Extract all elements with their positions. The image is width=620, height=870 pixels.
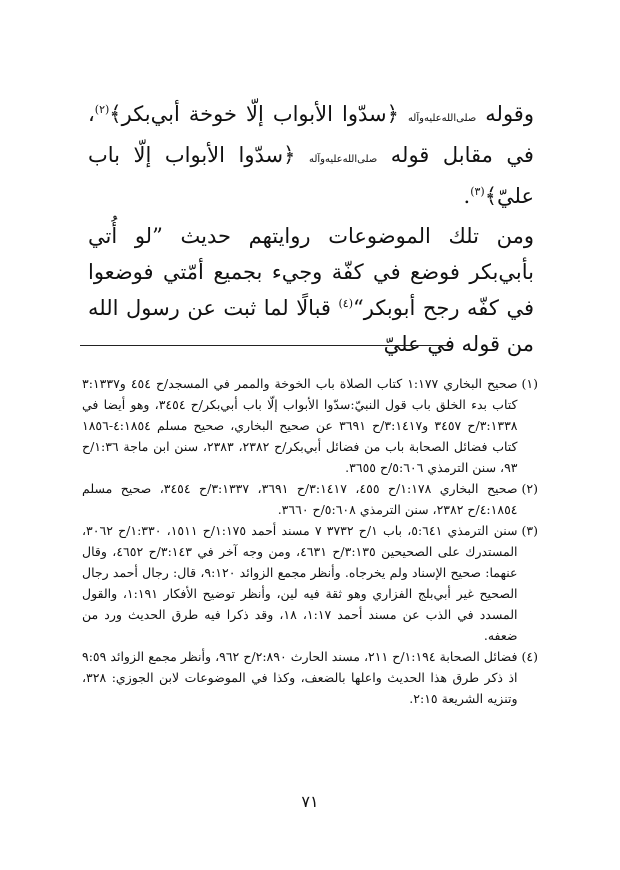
main-text xyxy=(88,96,534,362)
paragraph-2: ومن تلك الموضوعات روايتهم حديث ”لو أُتي بأبي‌بكر فوضع في كفّة وجيء بجميع أمّتي فوضعوا في كفّه رجح أبوبكر“$^{(٤)}$ قبالًا لما ثبت عن رسول الله من قوله في عليّ xyxy=(88,224,534,356)
footnote-ref: (٣) xyxy=(470,185,485,198)
footnotes xyxy=(82,373,538,709)
footnote-number: (٤) xyxy=(521,649,538,664)
salawat-mark: صلى‌الله‌عليه‌وآله xyxy=(308,154,378,165)
footnote-number: (٢) xyxy=(521,481,538,496)
footnote-text: صحيح البخاري ١:١٧٨/ح ٤٥٥، ٣:١٤١٧/ح ٣٦٩١، ٣:١٣٣٧/ح ٣٤٥٤، صحيح مسلم ٤:١٨٥٤/ح ٢٣٨٢، سنن الترمذي ٥:٦٠٨/ح ٣٦٦٠. xyxy=(82,481,518,517)
footnote-ref: (٤) xyxy=(338,297,353,310)
footnote-item xyxy=(82,646,538,709)
footnote-item xyxy=(82,373,538,478)
footnote-number: (١) xyxy=(521,376,538,391)
footnote-item xyxy=(82,478,538,520)
footnote-text: فضائل الصحابة ١:١٩٤/ح ٢١١، مسند الحارث ٢:٨٩٠/ح ٩٦٢، وأنظر مجمع الزوائد ٩:٥٩ اذ ذكر طرق هذا الحديث واعلها بالضعف، وكذا في الموضوعات لابن الجوزي: ٣٢٨، وتنزيه الشريعة ٢:١٥. xyxy=(82,649,518,706)
footnote-divider xyxy=(80,345,452,346)
footnote-number: (٣) xyxy=(521,523,538,538)
salawat-mark: صلى‌الله‌عليه‌وآله xyxy=(407,113,477,124)
footnote-ref: (٢) xyxy=(94,103,110,116)
page-number: ٧١ xyxy=(301,792,319,811)
footnote-item xyxy=(82,520,538,646)
paragraph-1: وقوله صلى‌الله‌عليه‌وآله ﴿سدّوا الأبواب إلّا خوخة أبي‌بكر﴾$^{(٢)}$، في مقابل قوله صلى‌الله‌عليه‌وآله ﴿سدّوا الأبواب إلّا باب عليّ﴾$^{(٣)}$. xyxy=(88,102,534,208)
footnote-text: سنن الترمذي ٥:٦٤١، باب ١/ح ٣٧٣٢ ٧ مسند أحمد ١:١٧٥/ح ١٥١١، ١:٣٣٠/ح ٣٠٦٢، المستدرك على الصحيحين ٣:١٣٥/ح ٤٦٣١، ومن وجه آخر في ٣:١٤٣/ح ٤٦٥٢، وقال عنهما: صحيح الإسناد ولم يخرجاه. وأنظر مجمع الزوائد ٩:١٢٠، قال: رجال أحمد رجال الصحيح غير أبي‌بلج الفزاري وهو ثقة فيه لين، وأنظر توضيح الأفكار ١:١٩١، والقول المسدد في الذب عن مسند أحمد ١:١٧، ١٨، وقد ذكرا فيه طرق الحديث ورد من ضعفه. xyxy=(82,523,518,643)
footnote-text: صحيح البخاري ١:١٧٧ كتاب الصلاة باب الخوخة والممر في المسجد/ح ٤٥٤ و٣:١٣٣٧ كتاب بدء الخلق باب قول النبيّ:سدّوا الأبواب إلّا باب أبي‌بكر/ح ٣٤٥٤، وهو أيضا في ٣:١٣٣٨/ح ٣٤٥٧ و٣:١٤١٧/ح ٣٦٩١ عن صحيح البخاري، صحيح مسلم ٤:١٨٥٤-١٨٥٦ كتاب فضائل الصحابة باب من فضائل أبي‌بكر/ح ٢٣٨٢، ٢٣٨٣، سنن ابن ماجة ١:٣٦/ح ٩٣، سنن الترمذي ٥:٦٠٦/ح ٣٦٥٥. xyxy=(82,376,518,475)
